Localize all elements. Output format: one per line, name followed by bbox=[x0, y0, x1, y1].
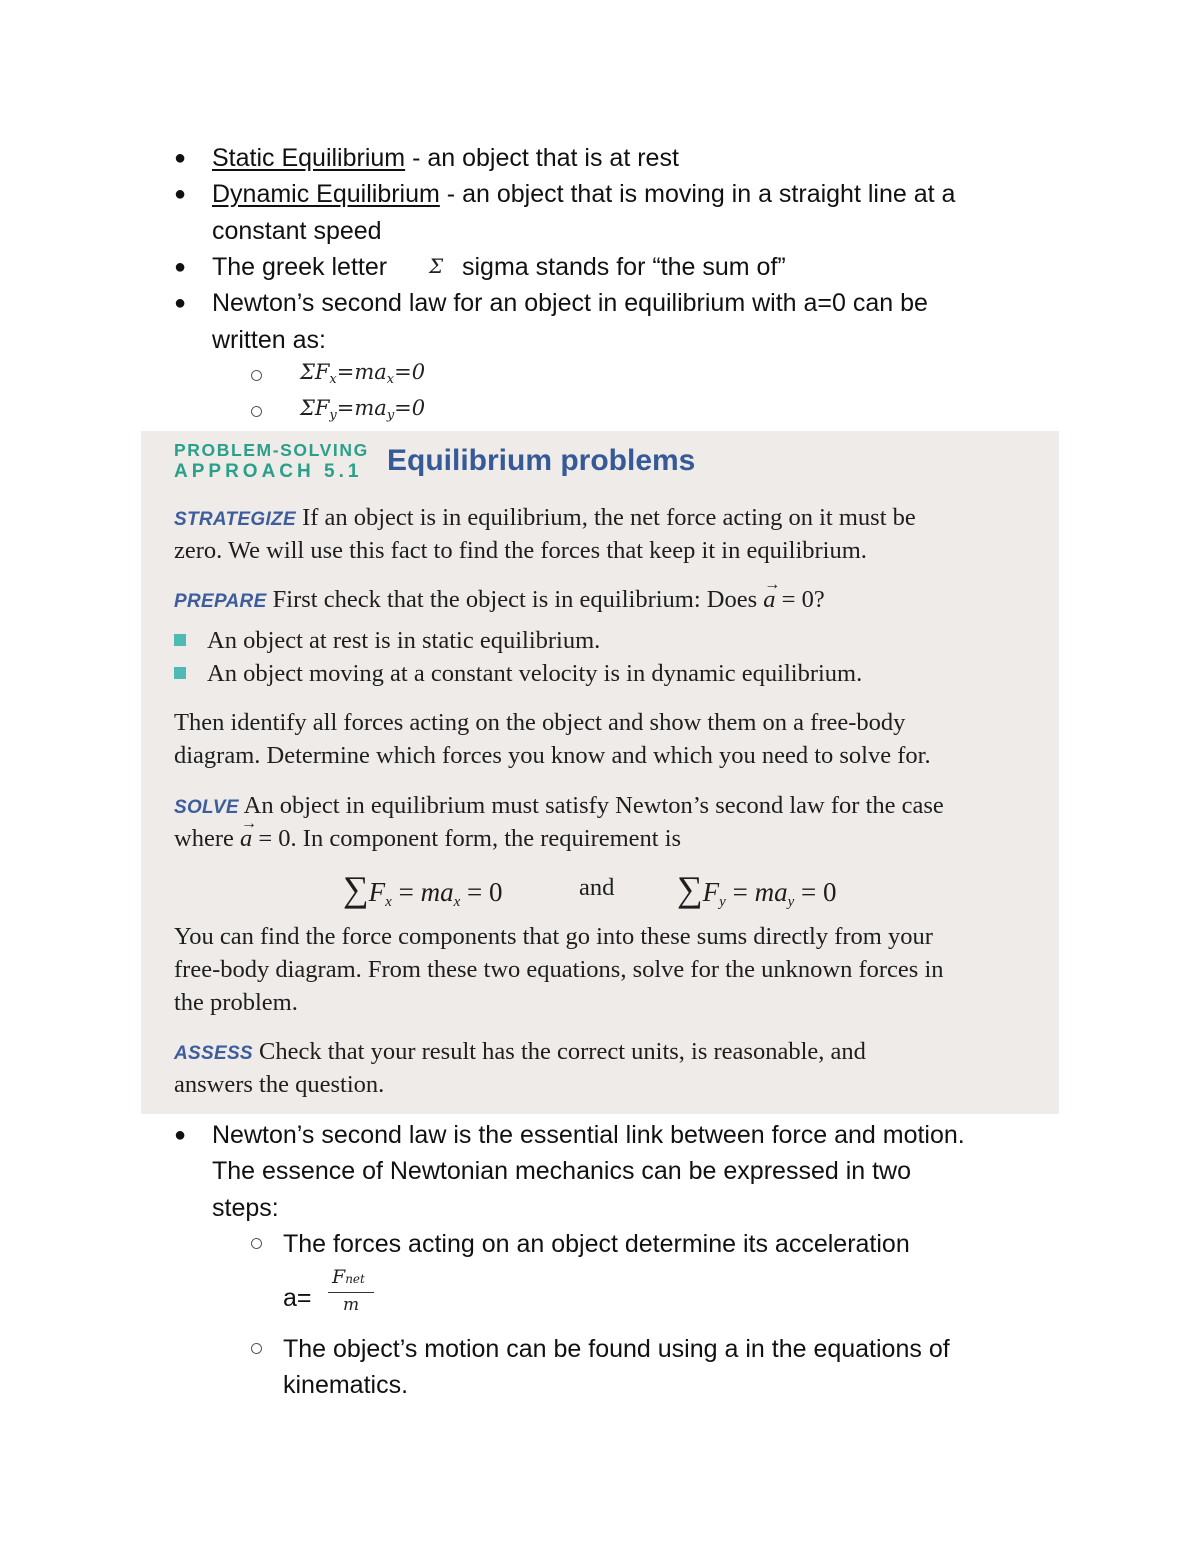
keyword-prepare: PREPARE bbox=[174, 591, 267, 612]
square-bullet bbox=[174, 634, 186, 646]
list-item-static: Static Equilibrium - an object that is at rest bbox=[212, 144, 679, 172]
sigma-symbol: Σ bbox=[429, 254, 444, 278]
sub-bullet-circle bbox=[251, 1343, 262, 1354]
prepare-paragraph: PREPARE First check that the object is in equilibrium: Does → a = 0? bbox=[174, 583, 825, 618]
square-bullet bbox=[174, 667, 186, 679]
prepare-bullet-static: An object at rest is in static equilibrium. bbox=[207, 627, 601, 654]
then-line2: diagram. Determine which forces you know and which you need to solve for. bbox=[174, 742, 931, 769]
sub-bullet-circle bbox=[251, 1238, 262, 1249]
list-item-sigma-a: The greek letter bbox=[212, 253, 388, 281]
list-item-dynamic: Dynamic Equilibrium - an object that is moving in a straight line at a bbox=[212, 180, 956, 208]
assess-line2: answers the question. bbox=[174, 1071, 385, 1098]
sub-item-forces: The forces acting on an object determine its acceleration bbox=[283, 1230, 910, 1258]
you-line3: the problem. bbox=[174, 989, 298, 1016]
solve-paragraph: SOLVE An object in equilibrium must satisfy Newton’s second law for the case bbox=[174, 792, 944, 819]
box-title: Equilibrium problems bbox=[387, 444, 696, 477]
list-item-sigma-b: sigma stands for “the sum of” bbox=[462, 253, 786, 281]
equation-sum-fy: $\Sigma F_y=ma_y=0$ bbox=[300, 396, 426, 423]
term-static-equilibrium: Static Equilibrium bbox=[212, 144, 406, 172]
then-line1: Then identify all forces acting on the object and show them on a free-body bbox=[174, 709, 906, 736]
vector-a: → a bbox=[240, 822, 252, 855]
bullet-dot: ● bbox=[174, 1124, 187, 1146]
term-dynamic-equilibrium: Dynamic Equilibrium bbox=[212, 180, 440, 208]
equation-sum-fx-box: $\sum F_x = ma_x = 0$ bbox=[343, 869, 503, 910]
sub-item-motion-cont: kinematics. bbox=[283, 1371, 409, 1399]
accel-eq-label: a= bbox=[283, 1284, 312, 1312]
box-label-line2: APPROACH 5.1 bbox=[174, 461, 363, 482]
assess-paragraph: ASSESS Check that your result has the correct units, is reasonable, and bbox=[174, 1038, 866, 1065]
keyword-solve: SOLVE bbox=[174, 797, 239, 818]
problem-solving-box bbox=[141, 431, 1059, 1114]
sub-item-motion: The object’s motion can be found using a in the equations of bbox=[283, 1335, 950, 1363]
keyword-strategize: STRATEGIZE bbox=[174, 509, 296, 530]
strategize-paragraph: STRATEGIZE If an object is in equilibrium, the net force acting on it must be bbox=[174, 504, 916, 531]
you-line1: You can find the force components that go into these sums directly from your bbox=[174, 923, 933, 950]
list-item-newton-cont: written as: bbox=[212, 326, 326, 354]
bullet-dot: ● bbox=[174, 292, 187, 314]
sub-bullet-circle bbox=[251, 406, 262, 417]
equation-sum-fx: $\Sigma F_x=ma_x=0$ bbox=[300, 360, 426, 387]
list-item-newton: Newton’s second law for an object in equilibrium with a=0 can be bbox=[212, 289, 928, 317]
keyword-assess: ASSESS bbox=[174, 1043, 253, 1064]
fraction-fnet-over-m: Fnet m bbox=[328, 1266, 374, 1317]
bullet-dot: ● bbox=[174, 147, 187, 169]
you-line2: free-body diagram. From these two equations, solve for the unknown forces in bbox=[174, 956, 944, 983]
sub-bullet-circle bbox=[251, 370, 262, 381]
box-label-line1: PROBLEM-SOLVING bbox=[174, 440, 369, 460]
equation-and: and bbox=[579, 874, 615, 901]
prepare-bullet-dynamic: An object moving at a constant velocity is in dynamic equilibrium. bbox=[207, 660, 863, 687]
bullet-dot: ● bbox=[174, 183, 187, 205]
list-item-dynamic-cont: constant speed bbox=[212, 217, 382, 245]
equation-sum-fy-box: $\sum F_y = ma_y = 0$ bbox=[677, 869, 837, 910]
newton-link-line1: Newton’s second law is the essential link between force and motion. bbox=[212, 1121, 965, 1149]
solve-line2: where → a = 0. In component form, the requirement is bbox=[174, 822, 681, 855]
strategize-line2: zero. We will use this fact to find the forces that keep it in equilibrium. bbox=[174, 537, 867, 564]
vector-a: → a bbox=[763, 583, 775, 616]
newton-link-line2: The essence of Newtonian mechanics can be expressed in two bbox=[212, 1157, 911, 1185]
bullet-dot: ● bbox=[174, 256, 187, 278]
newton-link-line3: steps: bbox=[212, 1194, 279, 1222]
